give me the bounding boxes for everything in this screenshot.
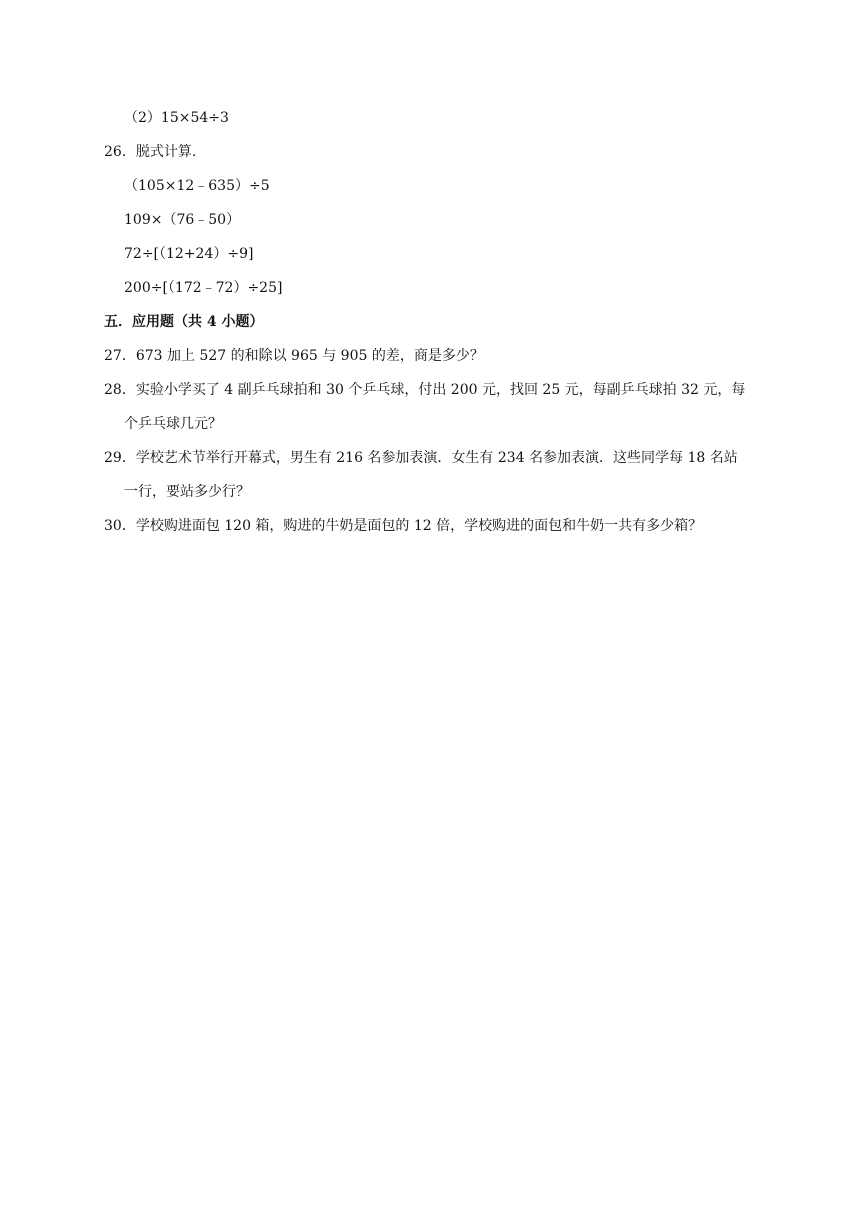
question-28-line-1: 28．实验小学买了 4 副乒乓球拍和 30 个乒乓球，付出 200 元，找回 25 元，每副乒乓球拍 32 元，每 bbox=[104, 382, 746, 398]
question-25-part-2: （2）15×54÷3 bbox=[124, 110, 229, 126]
question-26-title: 26．脱式计算. bbox=[104, 144, 197, 160]
question-26-expression-3: 72÷[（12+24）÷9] bbox=[124, 246, 254, 262]
question-28-line-2: 个乒乓球几元？ bbox=[124, 416, 222, 432]
question-27: 27．673 加上 527 的和除以 965 与 905 的差，商是多少？ bbox=[104, 348, 484, 364]
question-29-line-1: 29．学校艺术节举行开幕式，男生有 216 名参加表演．女生有 234 名参加表演．这些同学每 18 名站 bbox=[104, 450, 738, 466]
question-30: 30．学校购进面包 120 箱，购进的牛奶是面包的 12 倍，学校购进的面包和牛奶一共有多少箱？ bbox=[104, 518, 703, 534]
section-heading: 五．应用题（共 4 小题） bbox=[104, 314, 264, 330]
question-29-line-2: 一行，要站多少行？ bbox=[124, 484, 250, 500]
question-26-expression-1: （105×12﹣635）÷5 bbox=[124, 178, 270, 194]
question-26-expression-2: 109×（76﹣50） bbox=[124, 212, 241, 228]
question-26-expression-4: 200÷[（172﹣72）÷25] bbox=[124, 280, 283, 296]
